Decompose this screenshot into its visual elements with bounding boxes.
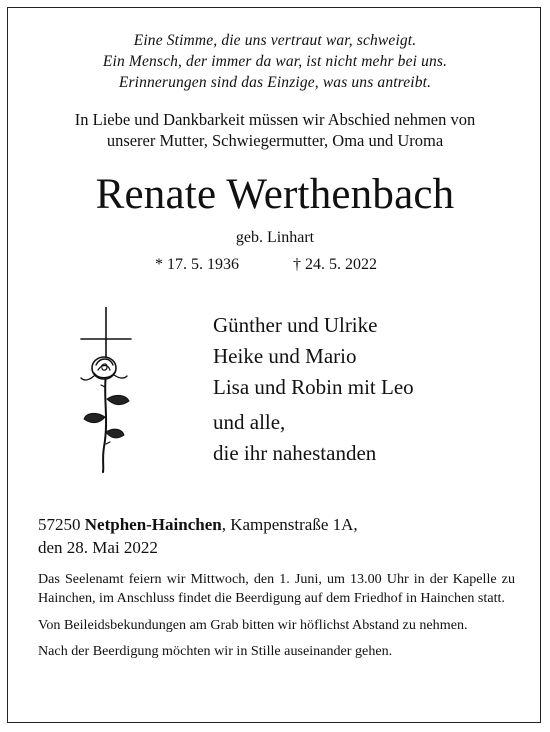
poem-line: Erinnerungen sind das Einzige, was uns antreibt. — [118, 74, 432, 91]
funeral-details — [38, 570, 515, 669]
address-date: den 28. Mai 2022 — [38, 538, 158, 557]
details-paragraph: Von Beileidsbekundungen am Grab bitten wir höflichst Abstand zu nehmen. — [38, 616, 468, 633]
street: , Kampenstraße 1A, — [221, 515, 358, 534]
intro-line: unserer Mutter, Schwiegermutter, Oma und Uroma — [106, 131, 444, 150]
birth-name: geb. Linhart — [235, 229, 315, 246]
poem-line: Ein Mensch, der immer da war, ist nicht mehr bei uns. — [102, 53, 448, 70]
mourner-line: Lisa und Robin mit Leo — [213, 375, 414, 399]
intro-line: In Liebe und Dankbarkeit müssen wir Abschied nehmen von — [74, 110, 476, 129]
details-paragraph: Nach der Beerdigung möchten wir in Stille auseinander gehen. — [38, 643, 393, 660]
cross-with-rose-icon — [76, 307, 136, 482]
mourner-line: die ihr nahestanden — [213, 441, 377, 465]
address-line — [38, 513, 358, 536]
poem-line: Eine Stimme, die uns vertraut war, schweigt. — [133, 32, 417, 49]
postal-code: 57250 — [38, 515, 81, 534]
deceased-name: Renate Werthenbach — [95, 171, 455, 218]
mourner-line: Heike und Mario — [213, 344, 357, 368]
poem — [0, 30, 550, 93]
mourners-list — [213, 310, 414, 469]
mourner-line: und alle, — [213, 410, 286, 434]
birth-date: * 17. 5. 1936 — [155, 256, 239, 273]
mourning-address — [38, 513, 358, 559]
death-date: † 24. 5. 2022 — [293, 256, 377, 273]
city: Netphen-Hainchen — [84, 515, 222, 534]
details-paragraph: Das Seelenamt feiern wir Mittwoch, den 1. Juni, um 13.00 Uhr in der Kapelle zu Hainchen, im Anschluss findet die Beerdigung auf dem Friedhof in Hainchen statt. — [38, 571, 515, 607]
intro-text — [0, 109, 550, 151]
mourner-line: Günther und Ulrike — [213, 313, 378, 337]
